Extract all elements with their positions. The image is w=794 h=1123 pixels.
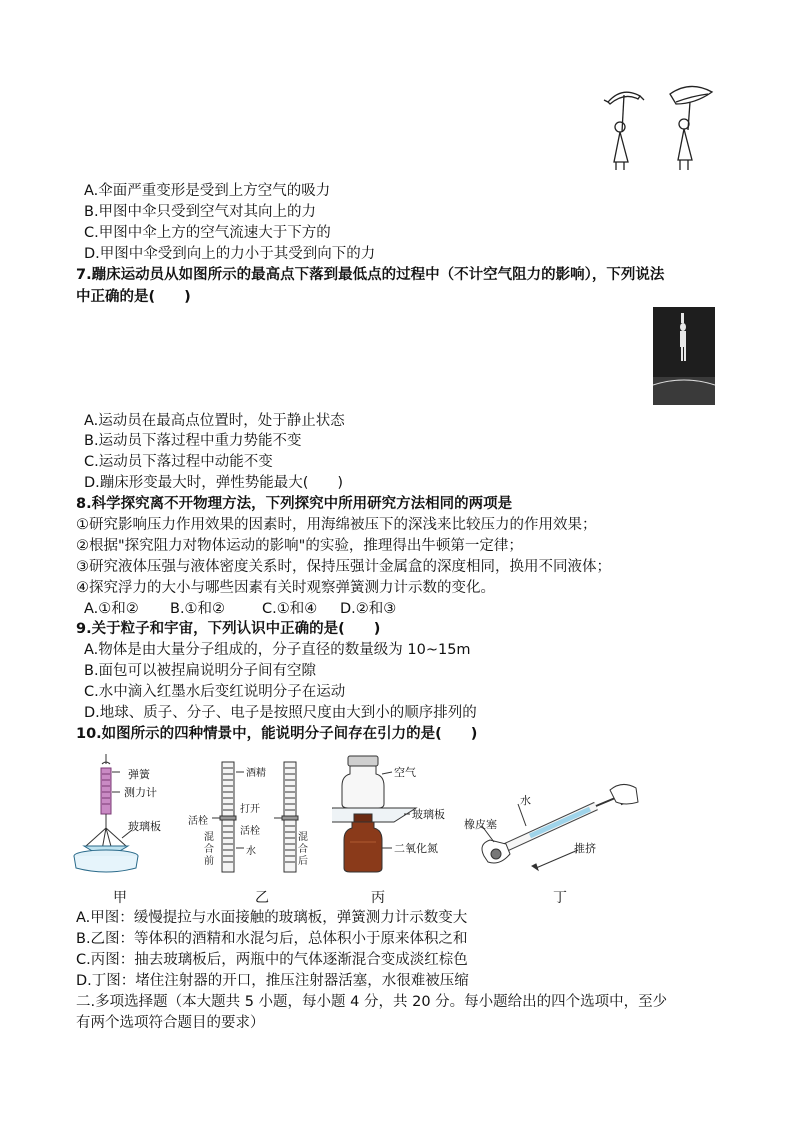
q10-option-b: B.乙图：等体积的酒精和水混匀后，总体积小于原来体积之和 bbox=[76, 931, 468, 947]
figure-yi bbox=[188, 760, 322, 880]
q10-option-a: A.甲图：缓慢提拉与水面接触的玻璃板，弹簧测力计示数变大 bbox=[76, 910, 468, 926]
label-spring: 弹簧 bbox=[128, 768, 150, 781]
q8-item-2: ②根据"探究阻力对物体运动的影响"的实验，推理得出牛顿第一定律； bbox=[76, 538, 523, 554]
caption-jia: 甲 bbox=[113, 890, 127, 906]
label-glass-plate-2: 玻璃板 bbox=[412, 808, 445, 821]
caption-ding: 丁 bbox=[553, 890, 567, 906]
q7-stem-line1: 7.蹦床运动员从如图所示的最高点下落到最低点的过程中（不计空气阻力的影响），下列说法 bbox=[76, 267, 665, 283]
q7-option-b: B.运动员下落过程中重力势能不变 bbox=[84, 433, 302, 449]
q10-option-c: C.丙图：抽去玻璃板后，两瓶中的气体逐渐混合变成淡红棕色 bbox=[76, 952, 468, 968]
label-stopcock-right: 活栓 bbox=[240, 826, 260, 837]
label-glass-plate: 玻璃板 bbox=[128, 820, 161, 833]
label-push: 推挤 bbox=[574, 842, 596, 855]
q9-stem: 9.关于粒子和宇宙，下列认识中正确的是( ) bbox=[76, 621, 381, 637]
q10-stem: 10.如图所示的四种情景中，能说明分子间存在引力的是( ) bbox=[76, 726, 478, 742]
label-before-mix: 混合前 bbox=[204, 832, 214, 867]
q7-option-c: C.运动员下落过程中动能不变 bbox=[84, 454, 273, 470]
q8-item-3: ③研究液体压强与液体密度关系时，保持压强计金属盒的深度相同，换用不同液体； bbox=[76, 559, 611, 575]
q7-option-d: D.蹦床形变最大时，弹性势能最大( ) bbox=[84, 475, 344, 491]
label-water: 水 bbox=[246, 846, 256, 857]
q6-option-b: B.甲图中伞只受到空气对其向上的力 bbox=[84, 204, 317, 220]
label-alcohol: 酒精 bbox=[246, 768, 266, 779]
trampoline-photo bbox=[653, 307, 715, 405]
q9-option-d: D.地球、质子、分子、电子是按照尺度由大到小的顺序排列的 bbox=[84, 705, 477, 721]
label-meter: 测力计 bbox=[124, 786, 157, 799]
q9-option-b: B.面包可以被捏扁说明分子间有空隙 bbox=[84, 663, 317, 679]
label-open: 打开 bbox=[240, 804, 260, 815]
q8-option-b: B.①和② bbox=[170, 601, 226, 617]
figure-bing bbox=[332, 752, 472, 877]
q8-option-a: A.①和② bbox=[84, 601, 139, 617]
label-after-mix: 混合后 bbox=[298, 832, 308, 867]
q8-item-4: ④探究浮力的大小与哪些因素有关时观察弹簧测力计示数的变化。 bbox=[76, 580, 495, 596]
caption-bing: 丙 bbox=[371, 890, 385, 906]
q7-stem-line2: 中正确的是( ) bbox=[76, 289, 191, 305]
q8-stem: 8.科学探究离不开物理方法，下列探究中所用研究方法相同的两项是 bbox=[76, 496, 513, 512]
q6-option-d: D.甲图中伞受到向上的力小于其受到向下的力 bbox=[84, 246, 376, 262]
q6-option-c: C.甲图中伞上方的空气流速大于下方的 bbox=[84, 225, 331, 241]
q8-item-1: ①研究影响压力作用效果的因素时，用海绵被压下的深浅来比较压力的作用效果； bbox=[76, 517, 597, 533]
caption-yi: 乙 bbox=[255, 890, 269, 906]
q7-option-a: A.运动员在最高点位置时，处于静止状态 bbox=[84, 413, 345, 429]
q9-option-c: C.水中滴入红墨水后变红说明分子在运动 bbox=[84, 684, 346, 700]
label-water-2: 水 bbox=[520, 794, 531, 807]
label-rubber-stopper: 橡皮塞 bbox=[464, 818, 497, 831]
q10-option-d: D.丁图：堵住注射器的开口，推压注射器活塞，水很难被压缩 bbox=[76, 973, 469, 989]
q8-option-d: D.②和③ bbox=[340, 601, 397, 617]
label-air: 空气 bbox=[394, 766, 416, 779]
section2-heading-line1: 二.多项选择题（本大题共 5 小题，每小题 4 分，共 20 分。每小题给出的四个选项中，至少 bbox=[76, 994, 668, 1010]
q6-option-a: A.伞面严重变形是受到上方空气的吸力 bbox=[84, 183, 331, 199]
label-no2: 二氧化氮 bbox=[394, 842, 438, 855]
figure-ding bbox=[464, 782, 640, 877]
label-stopcock-left: 活栓 bbox=[188, 816, 208, 827]
q9-option-a: A.物体是由大量分子组成的，分子直径的数量级为 10~15m bbox=[84, 642, 471, 658]
q8-option-c: C.①和④ bbox=[262, 601, 318, 617]
section2-heading-line2: 有两个选项符合题目的要求） bbox=[76, 1015, 265, 1031]
umbrella-figure bbox=[600, 82, 720, 172]
figure-jia bbox=[72, 752, 172, 877]
